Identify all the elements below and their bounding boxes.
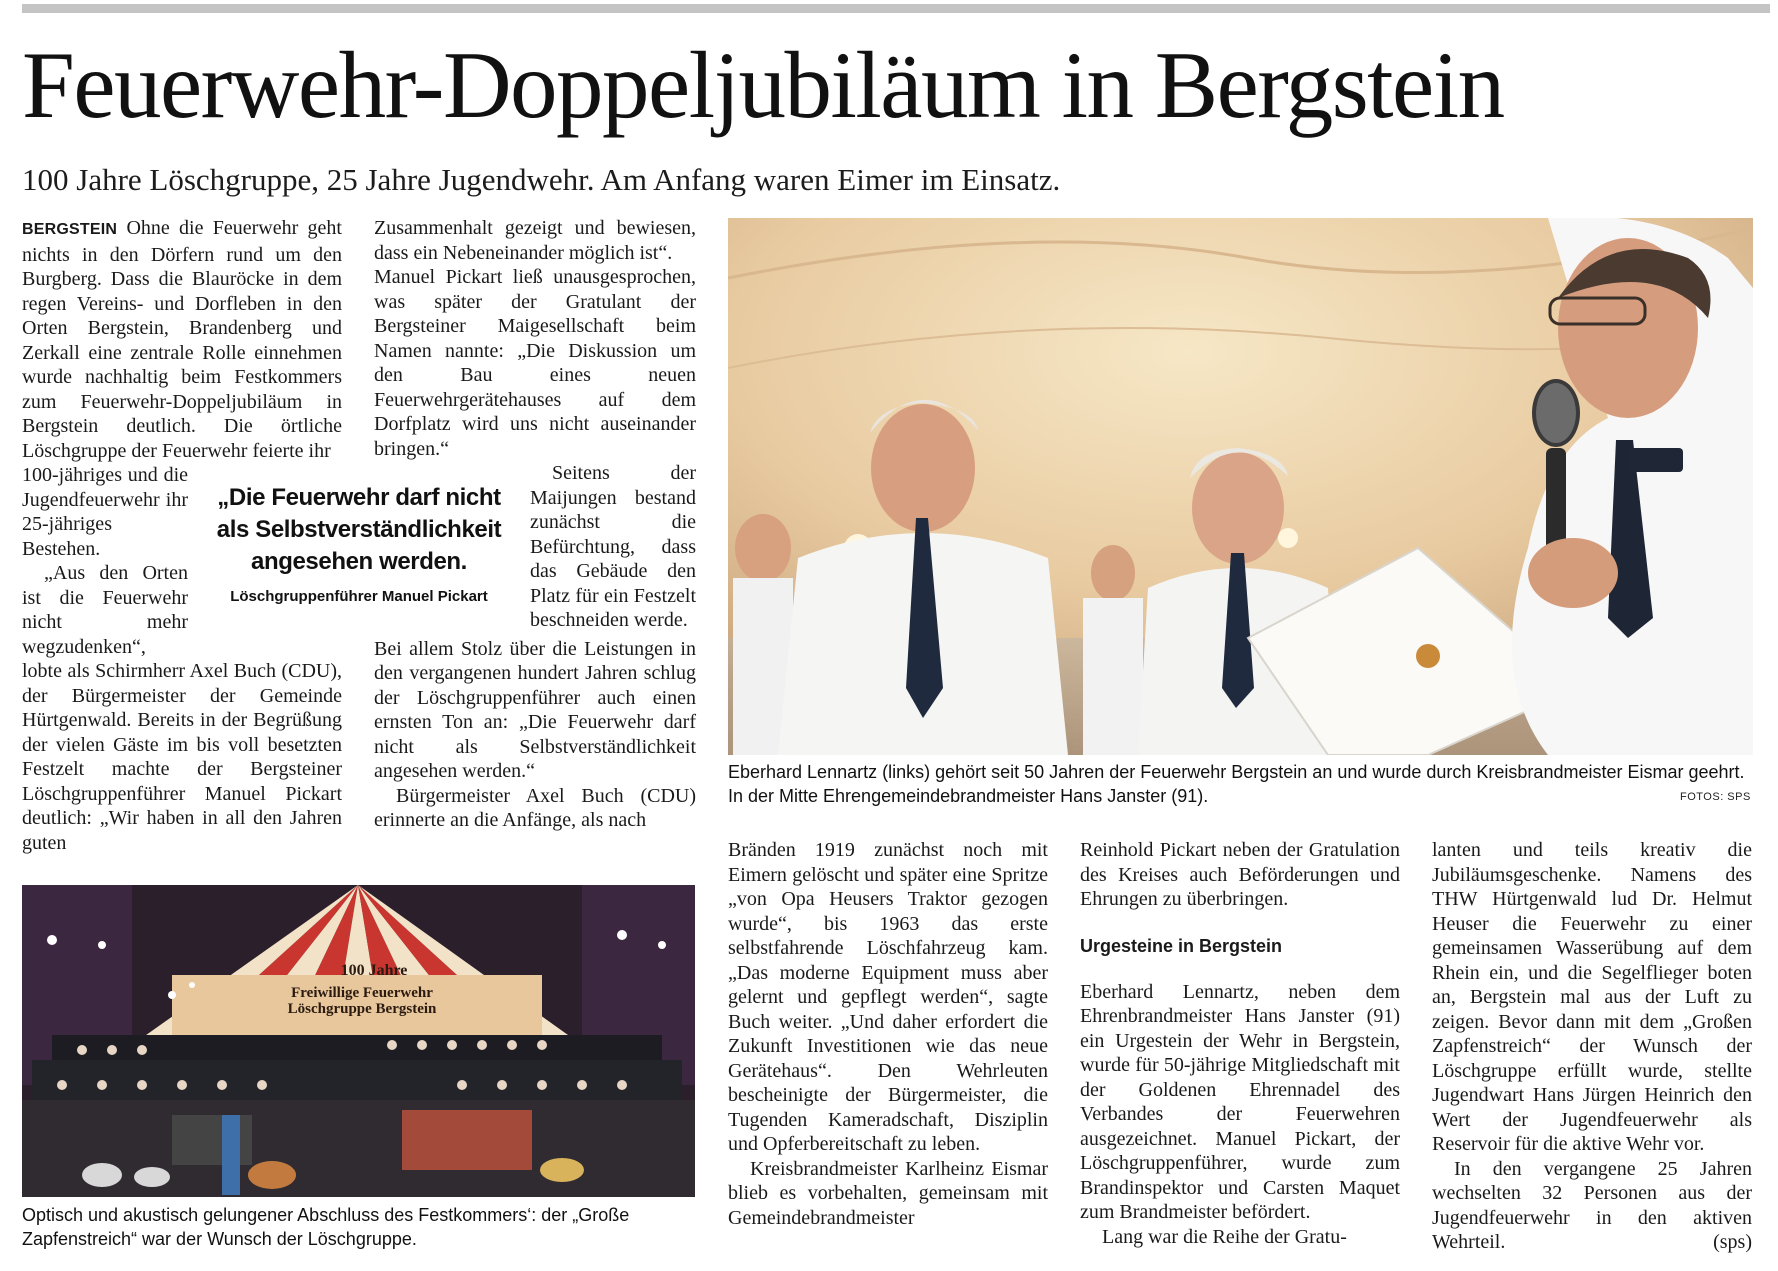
dateline: BERGSTEIN [22, 221, 118, 238]
body-text: Lang war die Reihe der Gratu- [1102, 1225, 1347, 1248]
photo-credit: FOTOS: SPS [1680, 791, 1751, 803]
body-text: lobte als Schirmherr Axel Buch (CDU), der Bürgermeister der Gemeinde Hürtgenwald. Bereits in der Begrüßung der vielen Gäste im bis voll besetzten Festzelt machte der Bergsteiner Löschgruppenführer Manuel Pickart deutlich: „Wir haben in all den Jahren guten [22, 660, 342, 854]
body-text: Reinhold Pickart neben der Gratulation des Kreises auch Beförderungen und Ehrungen zu überbringen. [1080, 839, 1400, 910]
tent-illustration [22, 885, 695, 1197]
section-heading: Urgesteine in Bergstein [1080, 935, 1283, 956]
body-text: In den vergangene 25 Jahren wechselten 32 Personen aus der Jugendfeuerwehr in den aktiven Wehrteil. (sps) [1432, 1157, 1752, 1253]
ceremony-illustration [728, 218, 1753, 755]
tent-banner-line-3: Löschgruppe Bergstein [287, 1001, 437, 1017]
text-column-5 [1432, 838, 1752, 1255]
text-column-3 [728, 838, 1048, 1230]
body-text: lanten und teils kreativ die Jubiläumsgeschenke. Namens des THW Hürtgenwald lud Dr. Helmut Heuser die Feuerwehr zu einer gemeinsamen Wasserübung auf dem Rhein ein, und die Segelflieger boten an, Bergstein mal aus der Luft zu zeigen. Bevor dann mit dem „Großen Zapfenstreich“ der Wunsch der Löschgruppe erfüllt wurde, stellte Jugendwart Hans Jürgen Heinrich den Wert der Jugendfeuerwehr als Reservoir für die aktive Wehr vor. [1432, 839, 1752, 1155]
body-text: Bränden 1919 zunächst noch mit Eimern gelöscht und später eine Spritze „von Opa Heusers Traktor gezogen wurde“, bis 1963 das erste selbstfahrende Löschfahrzeug kam. „Das moderne Equipment muss aber gelernt und gepflegt werden“, sagte Buch weiter. „Und daher erfordert die Zukunft Investitionen wie das neue Gerätehaus“. Den Wehrleuten bescheinigte der Bürgermeister, die Tugenden Kameradschaft, Disziplin und Opferbereitschaft zu leben. [728, 839, 1048, 1155]
body-text: Bürgermeister Axel Buch (CDU) erinnerte an die Anfänge, als nach [374, 784, 696, 831]
tent-banner-line-2: Freiwillige Feuerwehr [291, 985, 433, 1001]
pull-quote-attribution: Löschgruppenführer Manuel Pickart [230, 588, 488, 605]
tent-banner-line-1: 100 Jahre [340, 962, 408, 979]
article-headline: Feuerwehr-Doppeljubiläum in Bergstein [22, 32, 1504, 138]
body-text: Kreisbrandmeister Karlheinz Eismar blieb es vorbehalten, gemeinsam mit Gemeindebrandmeister [728, 1157, 1048, 1229]
text-column-4 [1080, 838, 1400, 1249]
body-text: Ohne die Feuerwehr geht nichts in den Dörfern rund um den Burgberg. Dass die Blauröcke in dem regen Vereins- und Dorfleben in den Orten Bergstein, Brandenberg und Zerkall eine zentrale Rolle einnehmen wurde nachhaltig beim Festkommers zum Feuerwehr-Doppeljubiläum in Bergstein deutlich. Die örtliche Löschgruppe der Feuerwehr feierte ihr [22, 217, 342, 462]
top-rule [22, 4, 1770, 13]
photo-tent [22, 885, 695, 1197]
photo-tent-caption: Optisch und akustisch gelungener Abschluss des Festkommers‘: der „Große Zapfenstreich“ war der Wunsch der Löschgruppe. [22, 1205, 630, 1249]
body-text: Manuel Pickart ließ unausgesprochen, was später der Gratulant der Bergsteiner Maigesellschaft beim Namen nannte: „Die Diskussion um den Bau eines neuen Feuerwehrgerätehauses auf dem Dorfplatz wird uns nicht auseinander bringen.“ [374, 266, 696, 460]
narrow-text [22, 463, 188, 659]
photo-ceremony-caption: Eberhard Lennartz (links) gehört seit 50 Jahren der Feuerwehr Bergstein an und wurde durch Kreisbrandmeister Eismar geehrt. In der Mitte Ehrengemeindebrandmeister Hans Janster (91). [728, 762, 1745, 806]
narrow-text [530, 461, 696, 633]
author-sign: (sps) [1713, 1231, 1752, 1253]
pull-quote-text: „Die Feuerwehr darf nicht als Selbstverständlichkeit angesehen werden. [216, 484, 502, 575]
body-text: Bei allem Stolz über die Leistungen in den vergangenen hundert Jahren schlug der Löschgruppenführer auch einen ernsten Ton an: „Die Feuerwehr darf nicht als Selbstverständlichkeit angesehen werden.“ [374, 637, 696, 782]
body-text: Zusammenhalt gezeigt und bewiesen, dass ein Nebeneinander möglich ist“. [374, 217, 696, 264]
pull-quote [200, 482, 518, 608]
photo-ceremony [728, 218, 1753, 755]
body-text: Eberhard Lennartz, neben dem Ehrenbrandmeister Hans Janster (91) ein Urgestein der Wehr in Bergstein, wurde für 50-jährige Mitgliedschaft mit der Goldenen Ehrennadel des Verbandes der Feuerwehren ausgezeichnet. Manuel Pickart, der Löschgruppenführer, wurde zum Brandinspektor und Carsten Maquet zum Brandmeister befördert. [1080, 980, 1400, 1223]
article-subheadline: 100 Jahre Löschgruppe, 25 Jahre Jugendwehr. Am Anfang waren Eimer im Einsatz. [22, 162, 1061, 197]
body-text: 100-jähriges und die Jugendfeuerwehr ihr 25-jähriges Bestehen. [22, 464, 188, 560]
body-text: „Aus den Orten ist die Feuerwehr nicht mehr wegzudenken“, [22, 562, 188, 658]
body-text: Seitens der Maijungen bestand zunächst die Befürchtung, dass das Gebäude den Platz für ein Festzelt beschneiden werde. [530, 462, 696, 631]
